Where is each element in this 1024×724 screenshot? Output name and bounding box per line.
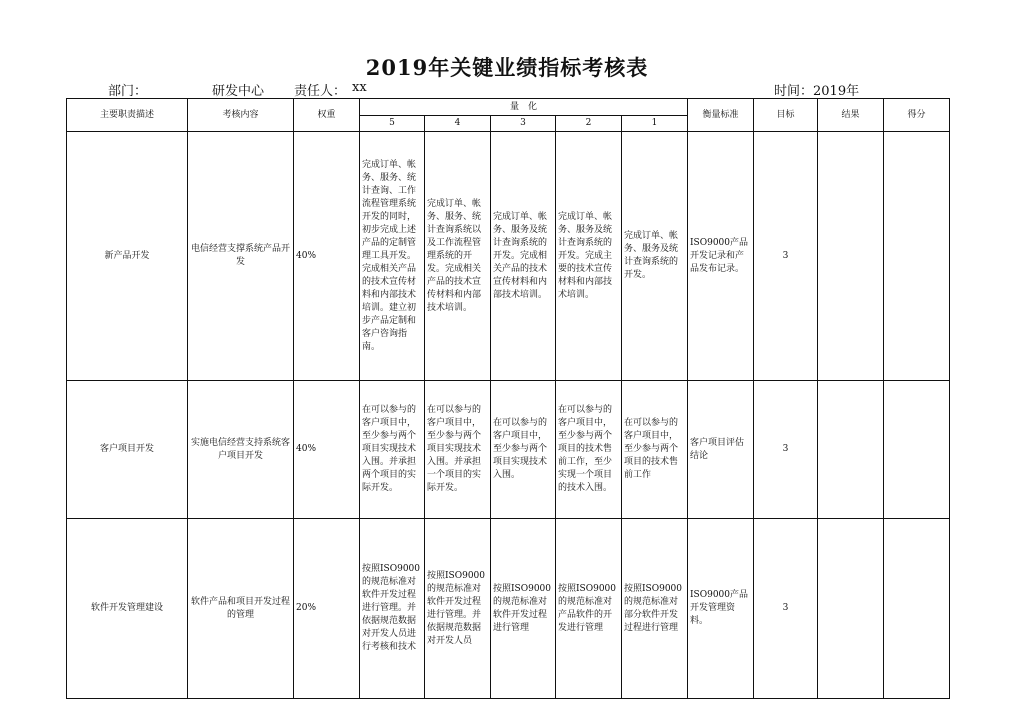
header-target: 目标 [754, 99, 818, 132]
header-quant: 量 化 [360, 99, 688, 116]
header-level-2: 2 [556, 116, 622, 132]
cell-level-1: 完成订单、帐务、服务及统计查询系统的开发。 [622, 132, 688, 381]
header-standard: 衡量标准 [688, 99, 754, 132]
table-row [67, 132, 950, 381]
table-row [67, 519, 950, 699]
table-row [67, 381, 950, 519]
cell-duty: 客户项目开发 [67, 381, 188, 519]
cell-duty: 软件开发管理建设 [67, 519, 188, 699]
cell-level-5: 按照ISO9000的规范标准对软件开发过程进行管理。并依据规范数据对开发人员进行考核和技术 [360, 519, 425, 699]
page-title: 2019年关键业绩指标考核表 [365, 55, 649, 80]
cell-target: 3 [754, 381, 818, 519]
cell-level-2: 按照ISO9000的规范标准对产品软件的开发进行管理 [556, 519, 622, 699]
cell-target: 3 [754, 132, 818, 381]
time-label-text: 时间： [774, 84, 814, 99]
cell-level-5: 在可以参与的客户项目中，至少参与两个项目实现技术入围。并承担两个项目的实际开发。 [360, 381, 425, 519]
cell-score [884, 519, 950, 699]
cell-weight: 40% [294, 381, 360, 519]
cell-level-4: 按照ISO9000的规范标准对软件开发过程进行管理。并依据规范数据对开发人员 [425, 519, 491, 699]
cell-level-2: 在可以参与的客户项目中，至少参与两个项目的技术售前工作，至少实现一个项目的技术入围。 [556, 381, 622, 519]
cell-level-5: 完成订单、帐务、服务、统计查询、工作流程管理系统开发的同时，初步完成上述产品的定制管理工具开发。完成相关产品的技术宣传材料和内部技术培训。建立初步产品定制和客户咨询指南。 [360, 132, 425, 381]
header-duty: 主要职责描述 [67, 99, 188, 132]
dept-value: 研发中心 [212, 84, 265, 99]
responsible-value: xx [352, 80, 367, 95]
cell-content: 软件产品和项目开发过程的管理 [188, 519, 294, 699]
cell-score [884, 132, 950, 381]
cell-result [818, 132, 884, 381]
responsible-label: 责任人： [294, 84, 347, 99]
cell-level-3: 完成订单、帐务、服务及统计查询系统的开发。完成相关产品的技术宣传材料和内部技术培训。 [491, 132, 556, 381]
cell-level-4: 在可以参与的客户项目中，至少参与两个项目实现技术入围。并承担一个项目的实际开发。 [425, 381, 491, 519]
cell-target: 3 [754, 519, 818, 699]
dept-label: 部门： [108, 84, 148, 99]
time-label [774, 80, 859, 99]
header-score: 得分 [884, 99, 950, 132]
cell-result [818, 519, 884, 699]
header-level-3: 3 [491, 116, 556, 132]
time-value: 2019年 [813, 84, 860, 99]
header-level-1: 1 [622, 116, 688, 132]
cell-standard: ISO9000产品开发记录和产品发布记录。 [688, 132, 754, 381]
cell-level-3: 在可以参与的客户项目中，至少参与两个项目实现技术入围。 [491, 381, 556, 519]
header-result: 结果 [818, 99, 884, 132]
kpi-table [66, 98, 950, 699]
header-level-5: 5 [360, 116, 425, 132]
cell-duty: 新产品开发 [67, 132, 188, 381]
header-level-4: 4 [425, 116, 491, 132]
cell-level-3: 按照ISO9000的规范标准对软件开发过程进行管理 [491, 519, 556, 699]
cell-level-1: 按照ISO9000的规范标准对部分软件开发过程进行管理 [622, 519, 688, 699]
cell-level-4: 完成订单、帐务、服务、统计查询系统以及工作流程管理系统的开发。完成相关产品的技术宣传材料和内部技术培训。 [425, 132, 491, 381]
cell-weight: 40% [294, 132, 360, 381]
cell-standard: 客户项目评估结论 [688, 381, 754, 519]
cell-level-2: 完成订单、帐务、服务及统计查询系统的开发。完成主要的技术宣传材料和内部技术培训。 [556, 132, 622, 381]
cell-content: 电信经营支撑系统产品开发 [188, 132, 294, 381]
cell-score [884, 381, 950, 519]
header-weight: 权重 [294, 99, 360, 132]
cell-level-1: 在可以参与的客户项目中，至少参与两个项目的技术售前工作 [622, 381, 688, 519]
cell-weight: 20% [294, 519, 360, 699]
cell-content: 实施电信经营支持系统客户项目开发 [188, 381, 294, 519]
cell-standard: ISO9000产品开发管理资料。 [688, 519, 754, 699]
header-content: 考核内容 [188, 99, 294, 132]
cell-result [818, 381, 884, 519]
